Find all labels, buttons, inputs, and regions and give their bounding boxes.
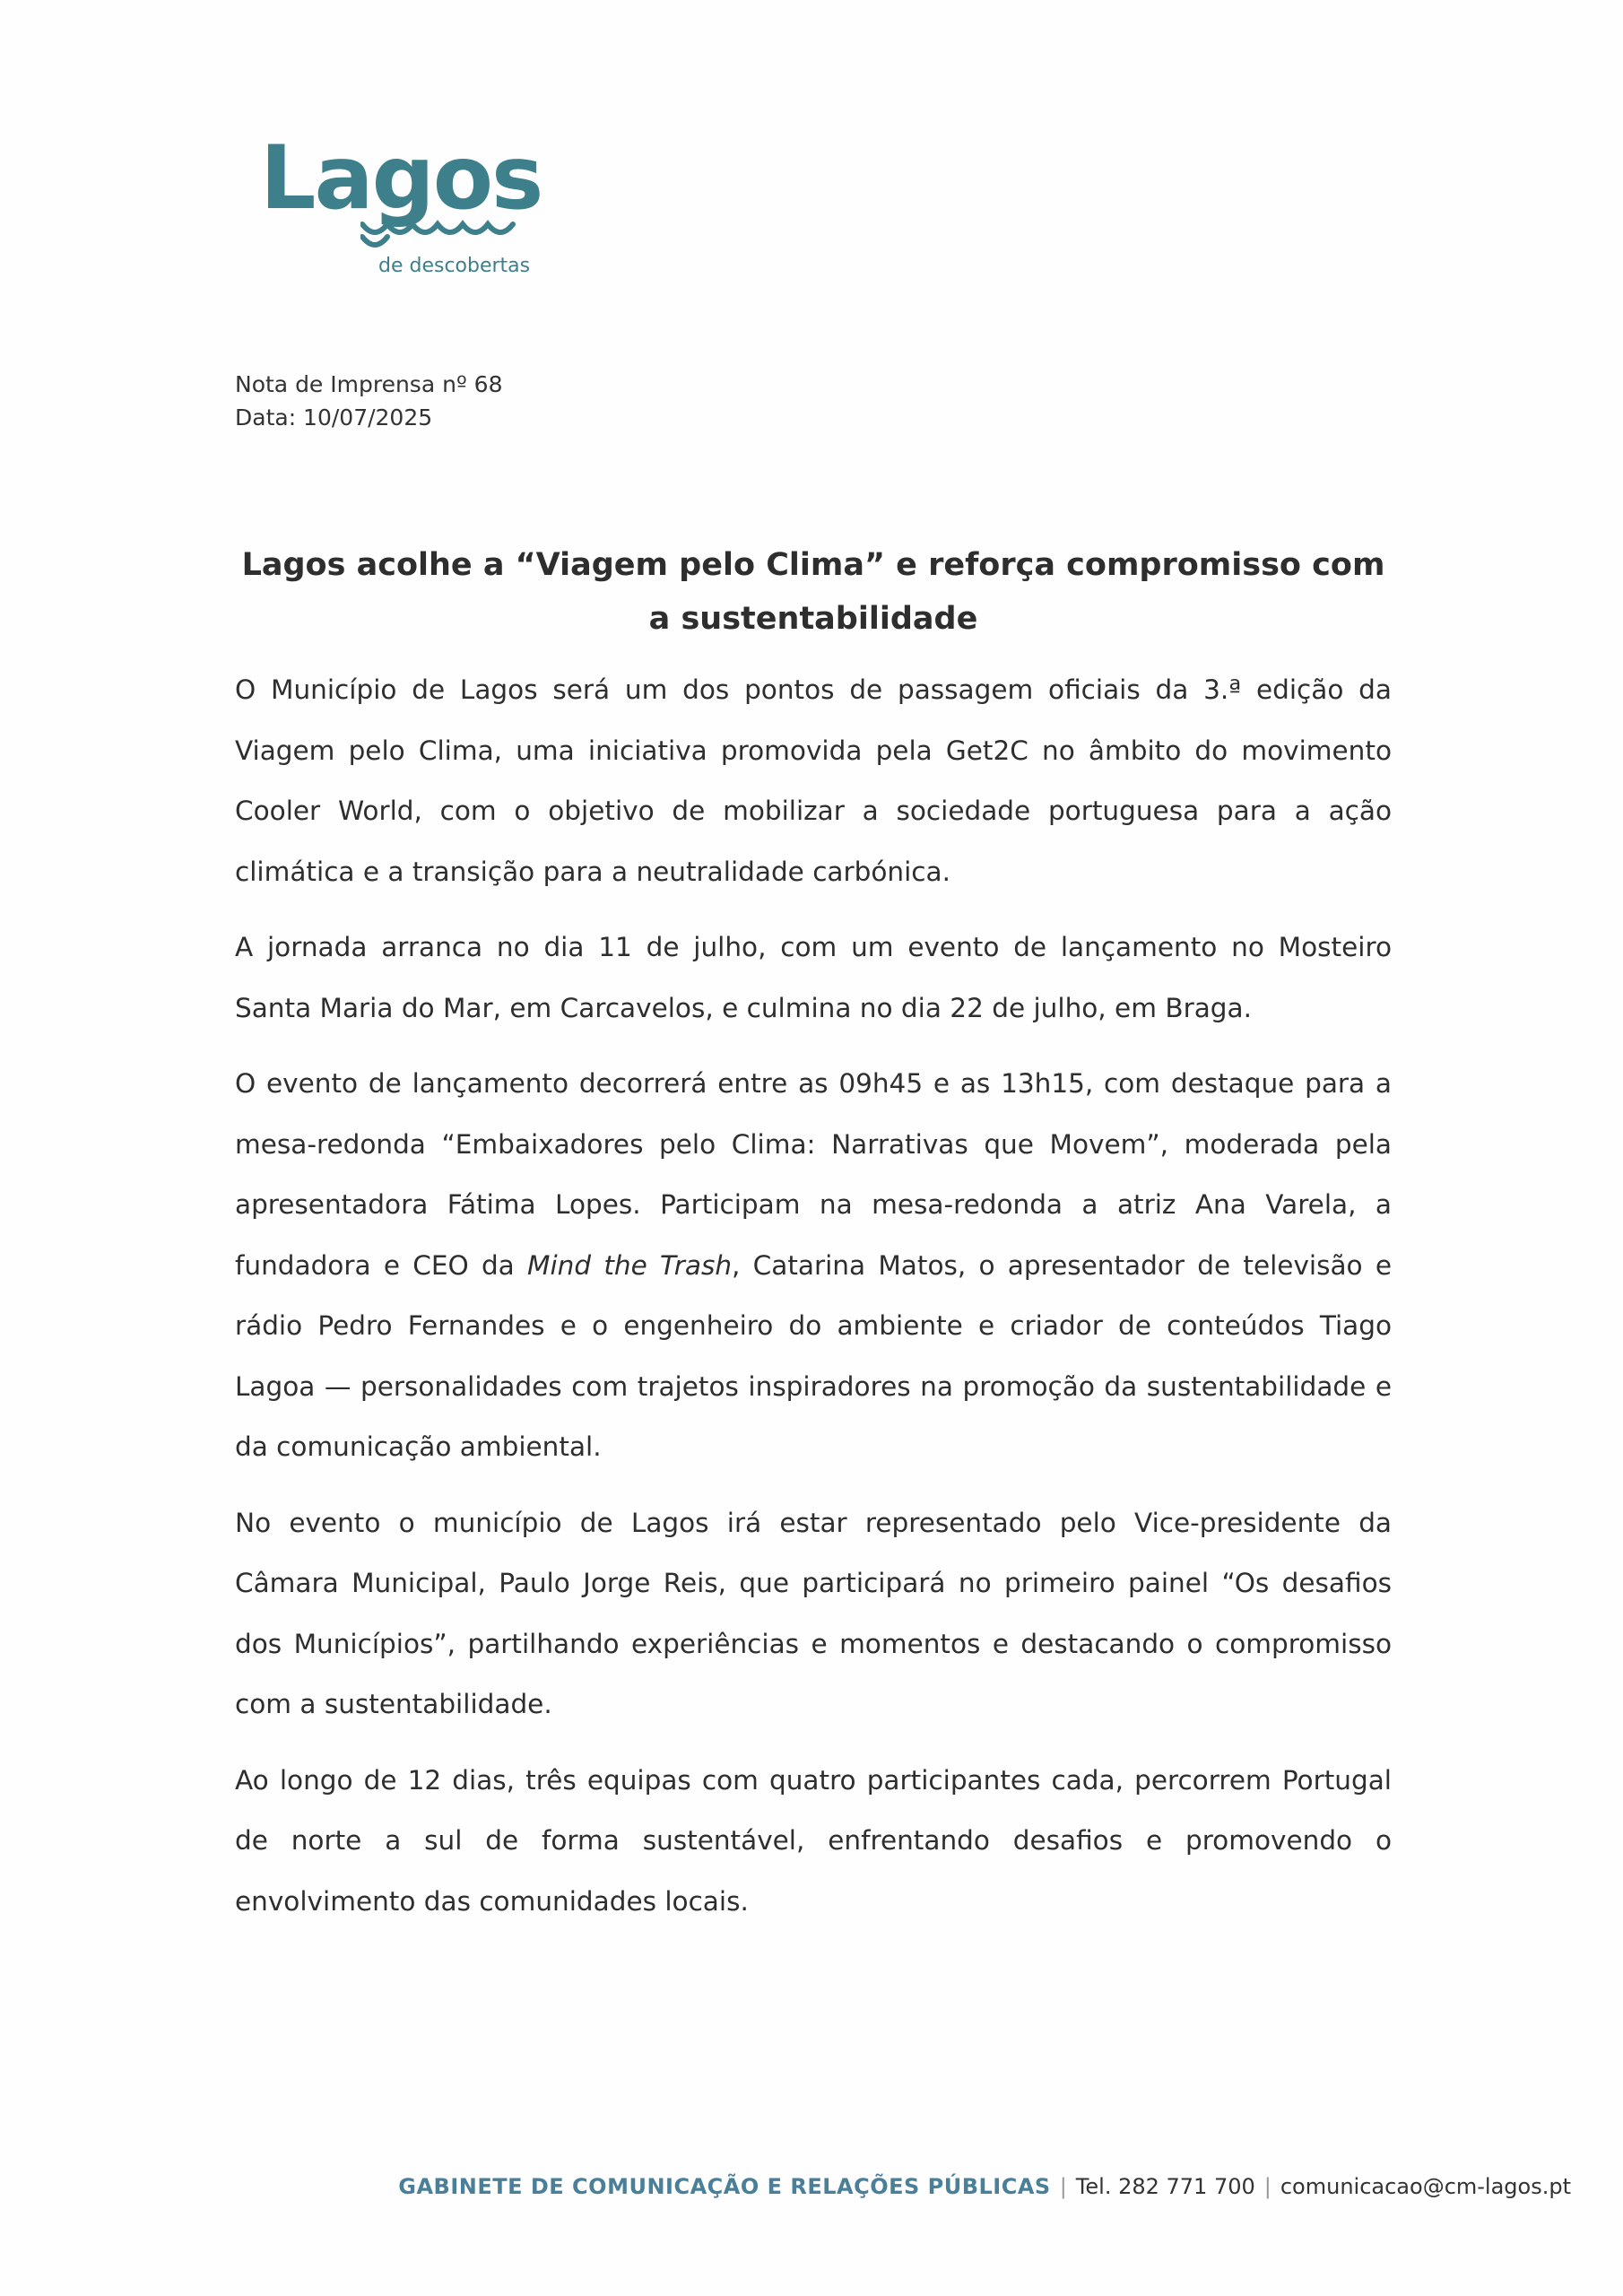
body-paragraph-4: No evento o município de Lagos irá estar representado pelo Vice-presidente da Câmara Municipal, Paulo Jorge Reis, que participará no primeiro painel “Os desafios dos Municípios”, partilhando experiências e momentos e destacando o compromisso com a sustentabilidade.	[235, 1507, 1392, 1719]
body-paragraph-1: O Município de Lagos será um dos pontos de passagem oficiais da 3.ª edição da Viagem pelo Clima, uma iniciativa promovida pela Get2C no âmbito do movimento Cooler World, com o objetivo de mobilizar a sociedade portuguesa para a ação climática e a transição para a neutralidade carbónica.	[235, 674, 1392, 887]
body-paragraph-3-part-b: , Catarina Matos, o apresentador de televisão e rádio Pedro Fernandes e o engenheiro do ambiente e criador de conteúdos Tiago Lagoa — personalidades com trajetos inspiradores na promoção da sustentabilidade e da comunicação ambiental.	[235, 1249, 1393, 1462]
footer-email[interactable]: comunicacao@cm-lagos.pt	[1280, 2174, 1571, 2199]
logo-tagline: de descobertas	[378, 255, 531, 277]
body-paragraph-5: Ao longo de 12 dias, três equipas com quatro participantes cada, percorrem Portugal de norte a sul de forma sustentável, enfrentando desafios e promovendo o envolvimento das comunidades locais.	[235, 1764, 1392, 1917]
press-note-date: Data: 10/07/2025	[235, 404, 433, 430]
footer-separator-2: |	[1263, 2174, 1271, 2199]
footer-office-name: GABINETE DE COMUNICAÇÃO E RELAÇÕES PÚBLICAS	[398, 2174, 1051, 2199]
body-paragraph-3	[235, 1054, 1392, 1478]
body-paragraph-3-part-a: O evento de lançamento decorrerá entre as 09h45 e as 13h15, com destaque para a mesa-redonda “Embaixadores pelo Clima: Narrativas que Movem”, moderada pela apresentadora Fátima Lopes. Participam na mesa-redonda a atriz Ana Varela, a fundadora e CEO da	[235, 1068, 1392, 1281]
footer-phone: Tel. 282 771 700	[1075, 2174, 1255, 2199]
footer-separator: |	[1059, 2174, 1067, 2199]
lagos-logo	[260, 127, 547, 287]
page-footer	[0, 2174, 1571, 2199]
press-note-meta	[235, 368, 503, 434]
logo-wordmark: Lagos	[260, 127, 542, 230]
body-paragraph-2: A jornada arranca no dia 11 de julho, com um evento de lançamento no Mosteiro Santa Maria do Mar, em Carcavelos, e culmina no dia 22 de julho, em Braga.	[235, 932, 1392, 1023]
press-release-body	[235, 660, 1392, 1947]
press-release-title: Lagos acolhe a “Viagem pelo Clima” e reforça compromisso com a sustentabilidade	[241, 547, 1385, 637]
organization-name: Mind the Trash	[527, 1249, 733, 1281]
press-note-number: Nota de Imprensa nº 68	[235, 371, 503, 397]
waves-icon	[360, 217, 540, 253]
